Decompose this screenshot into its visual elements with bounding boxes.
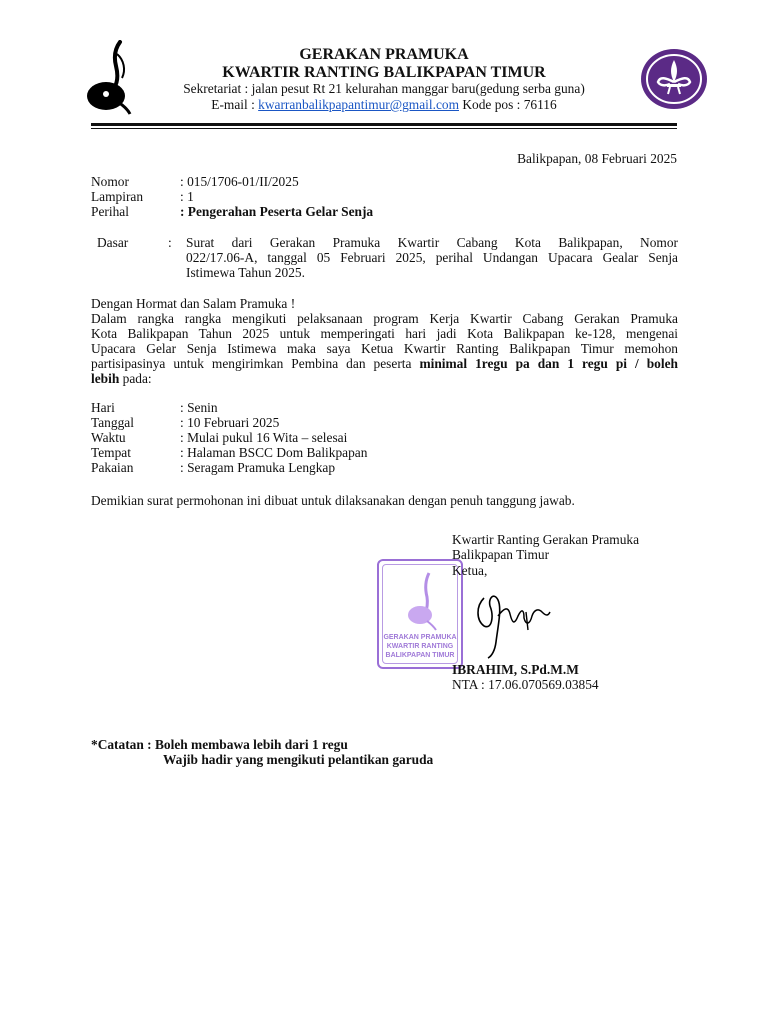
detail-label-tempat: Tempat — [91, 445, 131, 460]
greeting: Dengan Hormat dan Salam Pramuka ! — [91, 296, 296, 311]
dasar-label: Dasar — [97, 235, 129, 250]
meta-value-lampiran: : 1 — [180, 189, 194, 204]
body-line-4 — [91, 356, 678, 371]
email-link[interactable]: kwarranbalikpapantimur@gmail.com — [258, 97, 459, 112]
dasar-colon: : — [168, 235, 172, 250]
org-name-line1: GERAKAN PRAMUKA — [299, 46, 469, 63]
note-line-1: *Catatan : Boleh membawa lebih dari 1 regu — [91, 737, 348, 752]
signature-org-line2: Balikpapan Timur — [452, 547, 550, 562]
signature-org-line1: Kwartir Ranting Gerakan Pramuka — [452, 532, 640, 547]
signature-role: Ketua, — [452, 563, 488, 578]
org-address: Sekretariat : jalan pesut Rt 21 kelurahan manggar baru(gedung serba guna) — [183, 81, 585, 96]
stamp-line-1: GERAKAN PRAMUKA — [383, 634, 457, 641]
org-contact — [134, 97, 634, 113]
meta-value-perihal: : Pengerahan Peserta Gelar Senja — [180, 204, 374, 219]
body-line-5-normal: pada: — [119, 371, 152, 386]
email-label: E-mail : — [211, 97, 259, 112]
signatory-nta: NTA : 17.06.070569.03854 — [452, 677, 599, 692]
postal-code: Kode pos : 76116 — [459, 97, 557, 112]
official-stamp — [377, 559, 463, 669]
header-divider-thin — [91, 128, 677, 129]
stamp-line-2: KWARTIR RANTING — [386, 643, 454, 650]
org-name-line2: KWARTIR RANTING BALIKPAPAN TIMUR — [222, 64, 546, 81]
wosm-emblem-icon — [640, 48, 708, 110]
stamp-line-3: BALIKPAPAN TIMUR — [385, 652, 455, 659]
body-line-3: Upacara Gelar Senja Istimewa maka saya Ketua Kwartir Ranting Balikpapan Timur memohon — [91, 341, 678, 356]
note-line-2: Wajib hadir yang mengikuti pelantikan garuda — [163, 752, 434, 767]
detail-label-pakaian: Pakaian — [91, 460, 134, 475]
detail-value-pakaian: : Seragam Pramuka Lengkap — [180, 460, 336, 475]
meta-value-nomor: : 015/1706-01/II/2025 — [180, 174, 299, 189]
handwritten-signature — [470, 586, 554, 660]
stamp-tunas-kelapa-icon — [405, 571, 439, 631]
detail-label-waktu: Waktu — [91, 430, 126, 445]
detail-value-hari: : Senin — [180, 400, 218, 415]
detail-value-tanggal: : 10 Februari 2025 — [180, 415, 280, 430]
detail-value-tempat: : Halaman BSCC Dom Balikpapan — [180, 445, 368, 460]
body-line-5 — [91, 371, 152, 386]
meta-label-lampiran: Lampiran — [91, 189, 144, 204]
header-divider-thick — [91, 123, 677, 126]
meta-label-nomor: Nomor — [91, 174, 129, 189]
detail-value-waktu: : Mulai pukul 16 Wita – selesai — [180, 430, 348, 445]
body-line-5-bold: lebih — [91, 371, 120, 386]
detail-label-tanggal: Tanggal — [91, 415, 134, 430]
dasar-line-3: Istimewa Tahun 2025. — [186, 265, 305, 280]
body-line-2: Kota Balikpapan Tahun 2025 untuk memperingati hari jadi Kota Balikpapan ke-128, mengenai — [91, 326, 678, 341]
body-line-4-normal: partisipasinya untuk mengirimkan Pembina dan peserta — [91, 356, 420, 371]
letter-date: Balikpapan, 08 Februari 2025 — [517, 151, 677, 166]
closing-sentence: Demikian surat permohonan ini dibuat untuk dilaksanakan dengan penuh tanggung jawab. — [91, 493, 575, 508]
body-line-1: Dalam rangka rangka mengikuti pelaksanaan program Kerja Kwartir Cabang Gerakan Pramuka — [91, 311, 678, 326]
signatory-name: IBRAHIM, S.Pd.M.M — [452, 662, 579, 677]
dasar-line-1: Surat dari Gerakan Pramuka Kwartir Cabang Kota Balikpapan, Nomor — [186, 235, 678, 250]
detail-label-hari: Hari — [91, 400, 115, 415]
meta-label-perihal: Perihal — [91, 204, 129, 219]
body-line-4-bold: minimal 1regu pa dan 1 regu pi / boleh — [419, 356, 678, 371]
dasar-line-2: 022/17.06-A, tanggal 05 Februari 2025, perihal Undangan Upacara Gealar Senja — [186, 250, 678, 265]
tunas-kelapa-logo-icon — [84, 40, 134, 116]
